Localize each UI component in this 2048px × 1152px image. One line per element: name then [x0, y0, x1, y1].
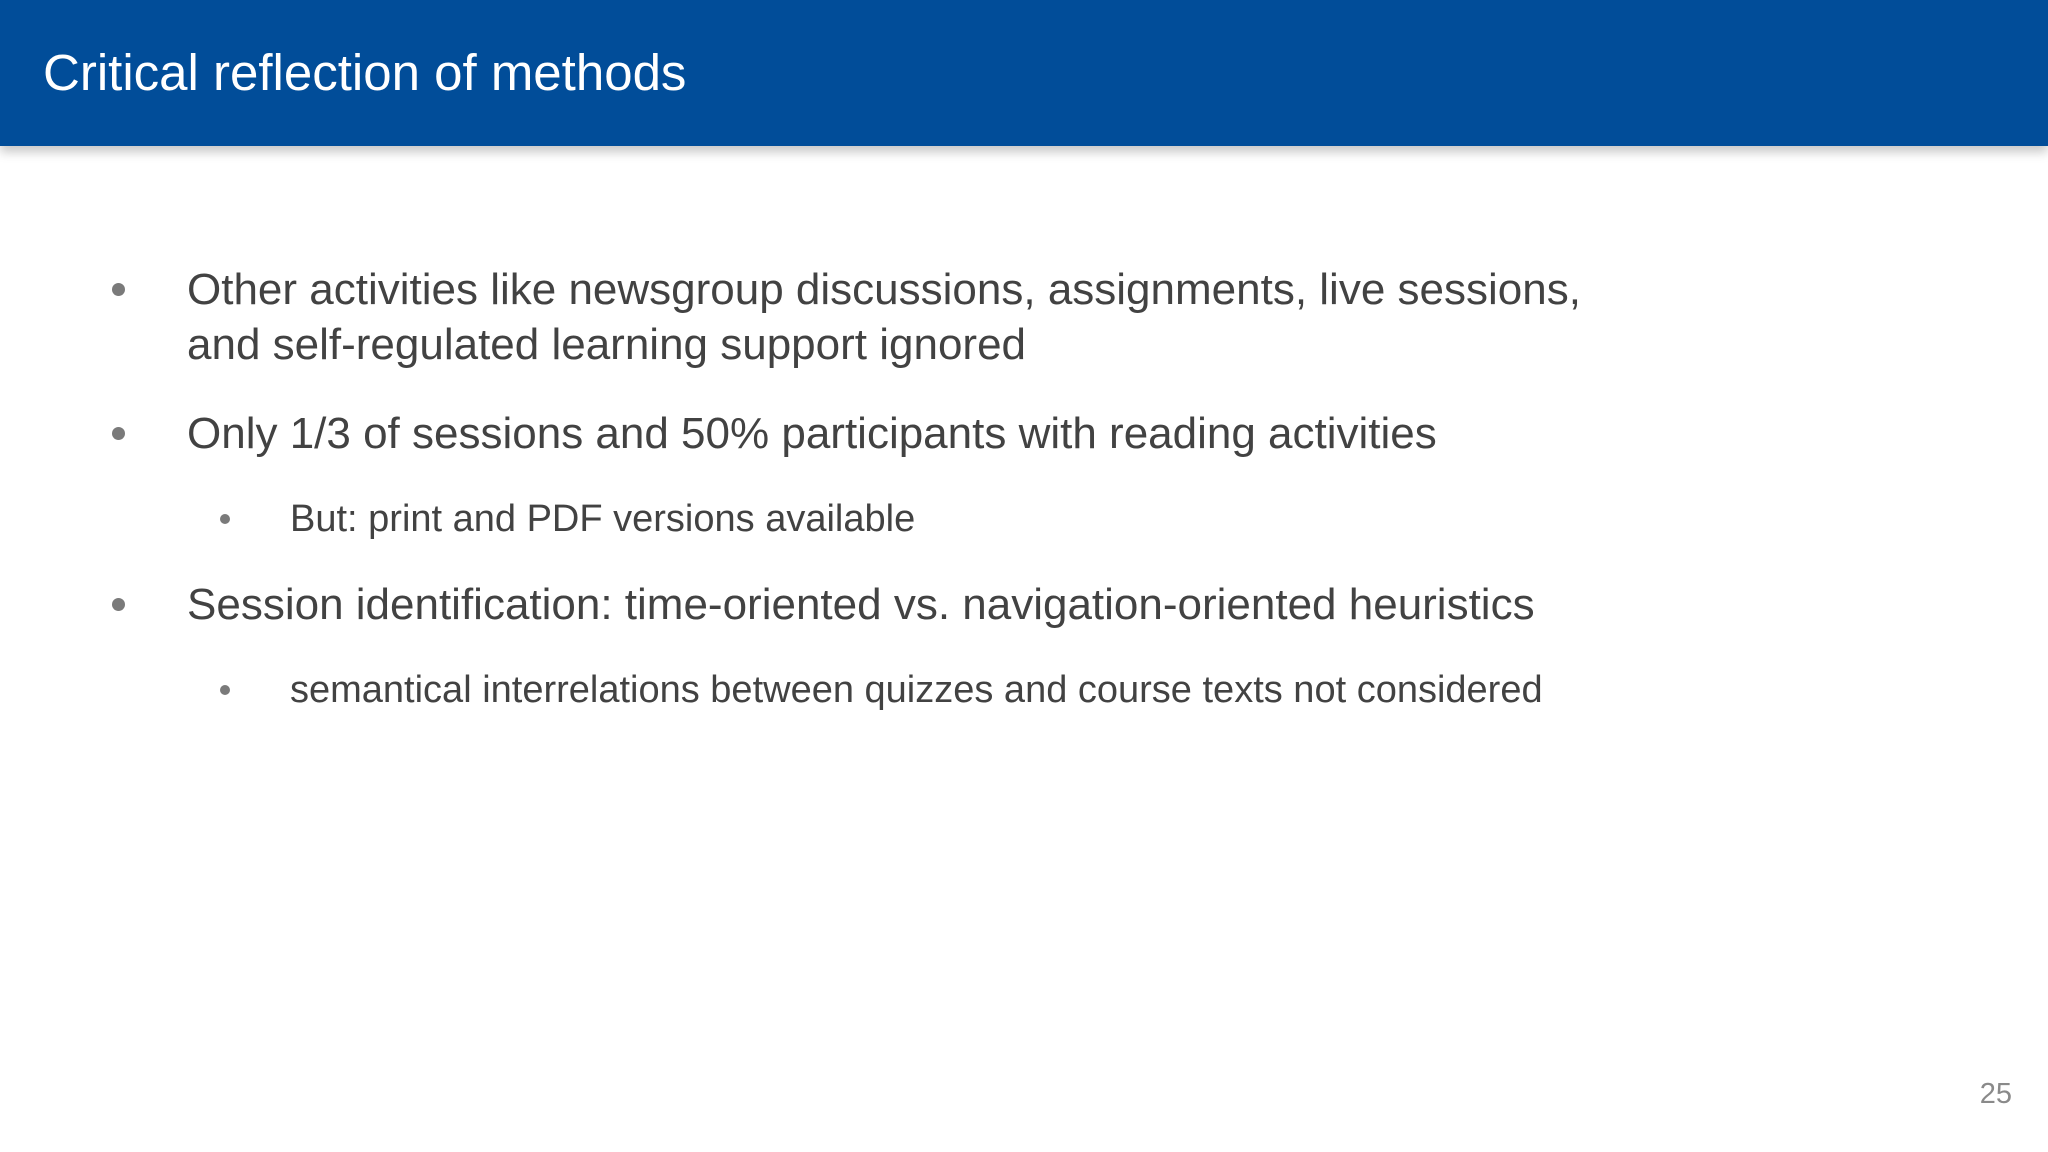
- bullet-dot-icon: [112, 283, 125, 296]
- sub-bullet-dot-icon: [220, 514, 230, 524]
- sub-bullet-dot-icon: [220, 685, 230, 695]
- sub-bullet-item-2: [290, 666, 1543, 714]
- bullet-dot-icon: [112, 598, 125, 611]
- sub-bullet-item-1: [290, 495, 915, 543]
- bullet-text-line: and self-regulated learning support ignored: [187, 320, 1027, 369]
- sub-bullet-text-line: semantical interrelations between quizzes and course texts not considered: [290, 669, 1543, 711]
- bullet-text-line: Session identification: time-oriented vs. navigation-oriented heuristics: [187, 580, 1535, 629]
- page-number: 25: [1979, 1078, 2012, 1110]
- sub-bullet-text-line: But: print and PDF versions available: [290, 498, 916, 540]
- bullet-item-1: [187, 262, 1581, 372]
- bullet-item-2: [187, 406, 1437, 461]
- bullet-text-line: Other activities like newsgroup discussions, assignments, live sessions,: [187, 265, 1581, 314]
- bullet-item-3: [187, 577, 1535, 632]
- slide-title: Critical reflection of methods: [43, 44, 687, 101]
- bullet-text-line: Only 1/3 of sessions and 50% participants with reading activities: [187, 409, 1437, 458]
- bullet-dot-icon: [112, 427, 125, 440]
